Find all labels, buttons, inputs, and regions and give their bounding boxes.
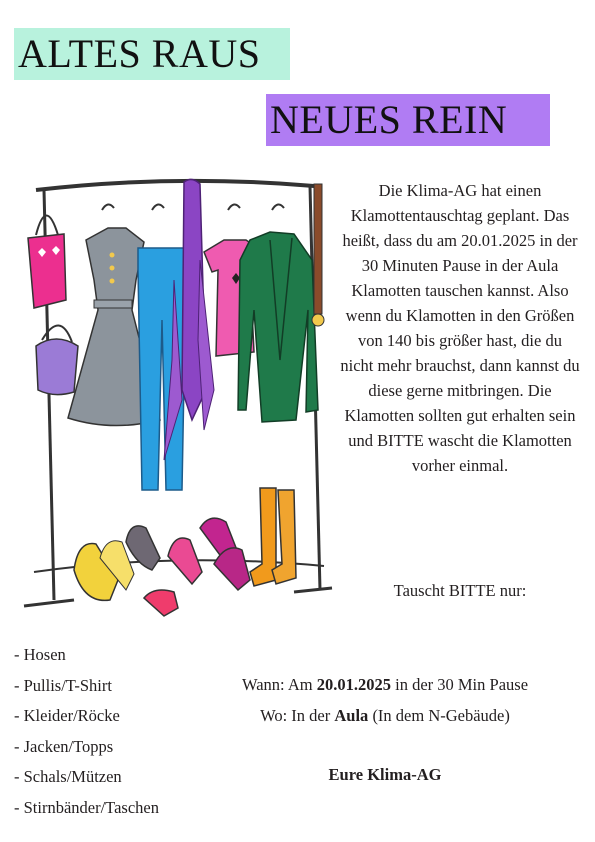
clothes-rack-illustration: [14, 160, 334, 630]
where-place: Aula: [334, 706, 369, 725]
orange-boots: [250, 488, 296, 586]
magenta-sandals: [200, 518, 250, 590]
yellow-shoes: [74, 541, 134, 601]
list-item: - Kleider/Röcke: [14, 706, 120, 725]
pink-bag: [28, 216, 66, 309]
list-item: - Stirnbänder/Taschen: [14, 797, 160, 817]
rack-bar: [36, 181, 314, 190]
when-date: 20.01.2025: [316, 675, 391, 694]
list-item: - Pullis/T-Shirt: [14, 675, 112, 695]
where-suffix: (In dem N-Gebäude): [368, 706, 510, 725]
intro-paragraph: Die Klima-AG hat einen Klamottentauschtag geplant. Das heißt, dass du am 20.01.2025 in der 30 Minuten Pause in der Aula Klamotten tauschen kannst. Also wenn du Klamotten in den Größen von 140 bis größer hast, die du nicht mehr brauchst, dann kannst du diese gerne mitbringen. Die Klamotten sollten gut erhalten sein und BITTE wascht die Klamotten vorher einmal.: [340, 181, 580, 475]
headline-neues-rein: NEUES REIN: [266, 94, 550, 146]
where-line: [190, 705, 580, 727]
headline-altes-raus: ALTES RAUS: [14, 28, 290, 80]
green-jacket: [238, 204, 318, 422]
rack-foot-right: [294, 588, 332, 592]
purple-purse: [36, 325, 78, 394]
list-item: - Schals/Mützen: [14, 767, 122, 786]
when-suffix: in der 30 Min Pause: [390, 675, 529, 694]
brown-belt: [312, 184, 324, 326]
grey-heels: [126, 526, 160, 570]
list-item: - Hosen: [14, 645, 66, 664]
list-item: - Jacken/Topps: [14, 736, 114, 756]
items-note: Tauscht BITTE nur:: [393, 581, 527, 600]
allowed-items-list: [14, 640, 159, 823]
where-prefix: Wo: In der: [260, 706, 335, 725]
when-line: [190, 674, 580, 696]
when-prefix: Wann: Am: [241, 675, 317, 694]
rack-foot-left: [24, 600, 74, 606]
signature: Eure Klima-AG: [328, 765, 442, 784]
